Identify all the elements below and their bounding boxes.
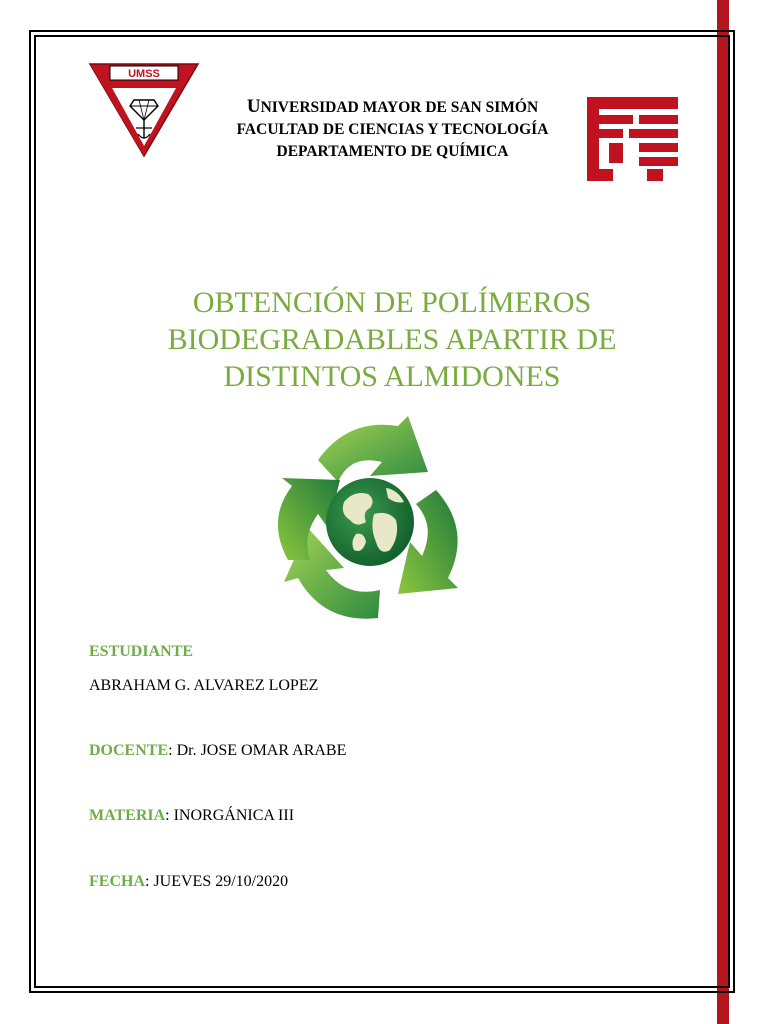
department-name: DEPARTAMENTO DE QUÍMICA: [276, 143, 509, 160]
fecha-row: [89, 872, 288, 892]
university-name-initial: U: [246, 96, 261, 117]
estudiante-value: ABRAHAM G. ALVAREZ LOPEZ: [89, 677, 319, 694]
document-title: [100, 284, 684, 395]
fecha-value: : JUEVES 29/10/2020: [145, 873, 289, 890]
umss-logo-text: UMSS: [128, 68, 160, 80]
umss-logo-icon: [88, 62, 200, 158]
recycle-globe-icon: [258, 410, 480, 632]
title-line-3: DISTINTOS ALMIDONES: [223, 360, 561, 393]
faculty-name: FACULTAD DE CIENCIAS Y TECNOLOGÍA: [236, 121, 549, 138]
materia-row: [89, 806, 294, 826]
docente-value: : Dr. JOSE OMAR ARABE: [168, 742, 347, 759]
materia-value: : INORGÁNICA III: [165, 807, 295, 824]
estudiante-label: ESTUDIANTE: [89, 643, 194, 660]
fecha-label: FECHA: [89, 873, 145, 890]
docente-row: [89, 741, 346, 761]
docente-label: DOCENTE: [89, 742, 169, 759]
fcyt-logo-icon: [585, 95, 680, 183]
title-line-2: BIODEGRADABLES APARTIR DE: [167, 323, 617, 356]
materia-label: MATERIA: [89, 807, 166, 824]
university-header: [200, 96, 585, 163]
university-name-rest: NIVERSIDAD MAYOR DE SAN SIMÓN: [260, 99, 539, 116]
title-line-1: OBTENCIÓN DE POLÍMEROS: [192, 286, 592, 319]
university-name: [200, 96, 585, 119]
